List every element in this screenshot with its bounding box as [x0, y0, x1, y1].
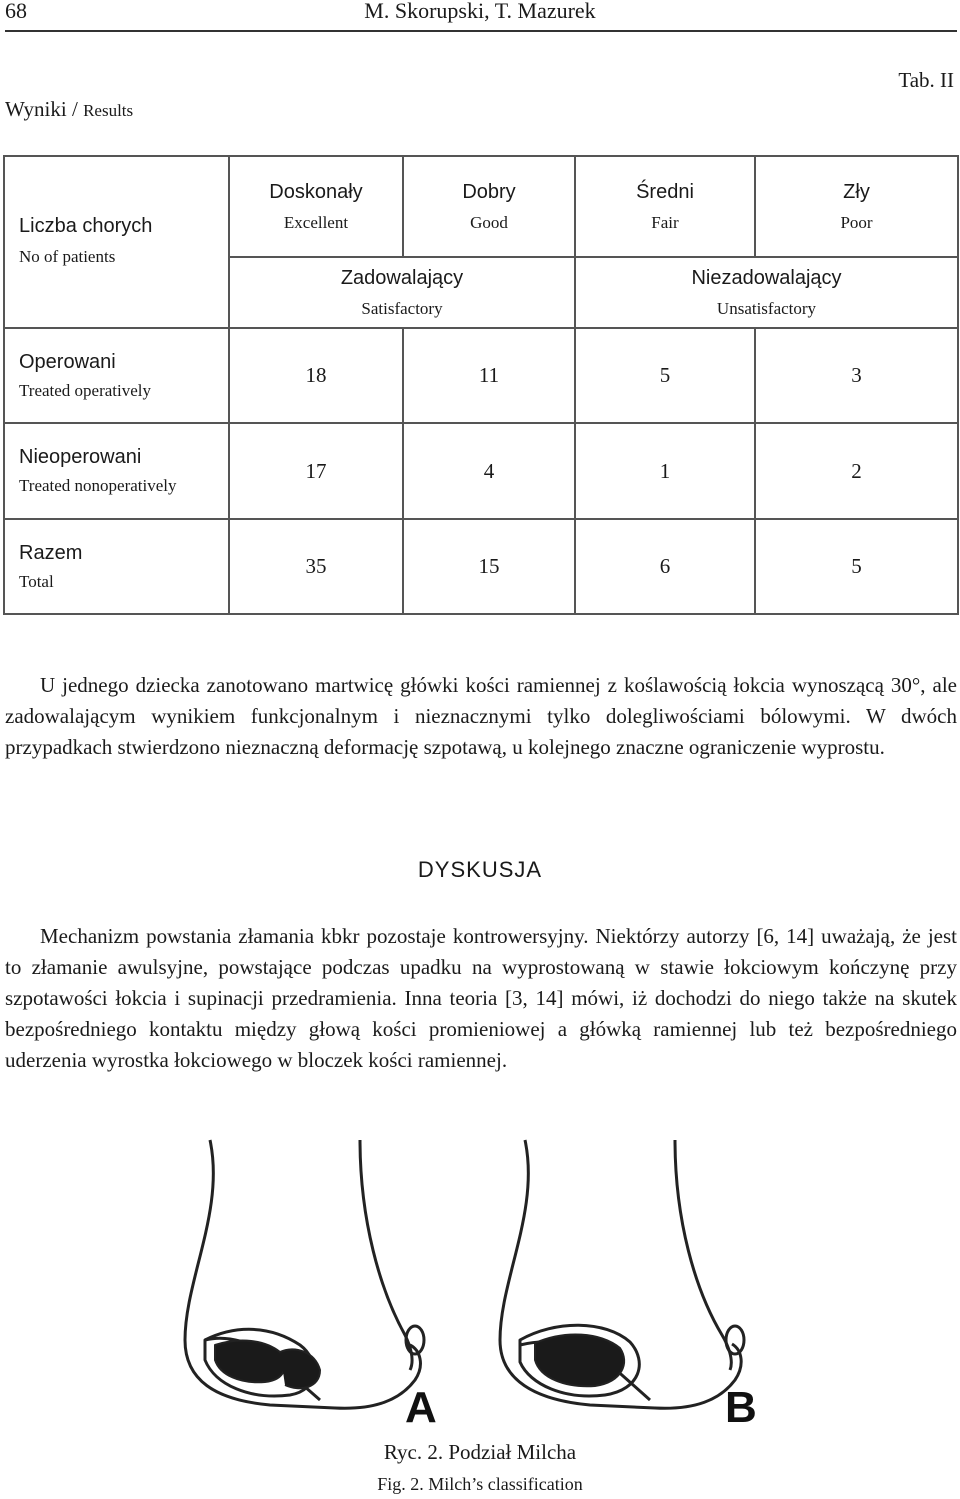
group-en: Satisfactory [361, 298, 443, 318]
section-title: DYSKUSJA [417, 857, 543, 882]
table-cell: 35 [229, 519, 403, 614]
table-header-row [4, 156, 958, 257]
table-cell: 17 [229, 423, 403, 519]
panel-label-b: B [725, 1383, 757, 1430]
row-label-pl: Nieoperowani [19, 446, 142, 468]
results-paragraph-text: U jednego dziecka zanotowano martwicę główki kości ramiennej z koślawością łokcia wynoszącą 30°, ale zadowalającym wynikiem funkcjonalnym i nieznacznymi tylko dolegliwościami bólowymi. W dwóch przypadkach stwierdzono nieznaczną deformację szpotawą, u kolejnego znaczne ograniczenie wyprostu. [5, 673, 957, 759]
table-title-pl: Wyniki / [5, 97, 78, 121]
table-cell: 18 [229, 328, 403, 423]
table-cell: 11 [403, 328, 575, 423]
table-cell: 3 [755, 328, 958, 423]
group-pl: Zadowalający [340, 266, 464, 289]
category-pl: Średni [636, 180, 694, 203]
header-fair [575, 156, 755, 257]
patients-label-pl: Liczba chorych [19, 215, 153, 237]
discussion-paragraph [5, 921, 957, 1076]
row-label [4, 423, 229, 519]
figure-caption-pl: Ryc. 2. Podział Milcha [383, 1440, 577, 1464]
category-en: Fair [651, 212, 679, 232]
header-good [403, 156, 575, 257]
table-title [5, 97, 133, 122]
row-label-en: Treated nonoperatively [19, 476, 177, 495]
group-unsatisfactory [575, 257, 958, 328]
page-number: 68 [5, 0, 27, 23]
category-en: Good [470, 212, 508, 232]
results-paragraph [5, 670, 957, 763]
category-pl: Doskonały [269, 180, 363, 203]
table-cell: 1 [575, 423, 755, 519]
table-cell: 15 [403, 519, 575, 614]
table-cell: 5 [755, 519, 958, 614]
table-row [4, 519, 958, 614]
table-cell: 2 [755, 423, 958, 519]
group-satisfactory [229, 257, 575, 328]
table-row [4, 328, 958, 423]
row-label-en: Treated operatively [19, 380, 152, 400]
results-table [3, 155, 959, 615]
figure-caption-en: Fig. 2. Milch’s classification [377, 1474, 583, 1494]
row-label-pl: Razem [19, 541, 83, 564]
milch-classification-figure [160, 1130, 800, 1430]
discussion-paragraph-text: Mechanizm powstania złamania kbkr pozostaje kontrowersyjny. Niektórzy autorzy [6, 14] uważają, że jest to złamanie awulsyjne, powstające podczas upadku na wyprostowaną w stawie łokciowym kończynę przy szpotawości łokcia i supinacji przedramienia. Inna teoria [3, 14] mówi, iż dochodzi do niego także na skutek bezpośredniego kontaktu między głową kości promieniowej a główką ramiennej lub też bezpośredniego uderzenia wyrostka łokciowego w bloczek kości ramiennej. [5, 924, 957, 1072]
patients-label-en: No of patients [19, 247, 116, 266]
panel-label-a: A [405, 1383, 437, 1430]
group-en: Unsatisfactory [716, 298, 817, 318]
humerus-drawing-a [185, 1140, 424, 1408]
group-pl: Niezadowalający [691, 266, 842, 289]
header-divider [5, 30, 957, 32]
row-label-en: Total [19, 571, 54, 591]
row-label-pl: Operowani [19, 350, 116, 373]
category-en: Excellent [283, 212, 349, 232]
table-cell: 4 [403, 423, 575, 519]
category-pl: Zły [843, 180, 870, 203]
table-cell: 5 [575, 328, 755, 423]
header-excellent [229, 156, 403, 257]
running-header-authors: M. Skorupski, T. Mazurek [364, 0, 596, 23]
table-row [4, 423, 958, 519]
table-title-en: Results [83, 101, 134, 120]
table-label: Tab. II [898, 68, 954, 92]
row-label [4, 519, 229, 614]
category-en: Poor [840, 212, 873, 232]
category-pl: Dobry [462, 180, 516, 203]
header-patients [4, 156, 229, 328]
humerus-drawing-b [500, 1140, 744, 1408]
header-poor [755, 156, 958, 257]
table-cell: 6 [575, 519, 755, 614]
row-label [4, 328, 229, 423]
